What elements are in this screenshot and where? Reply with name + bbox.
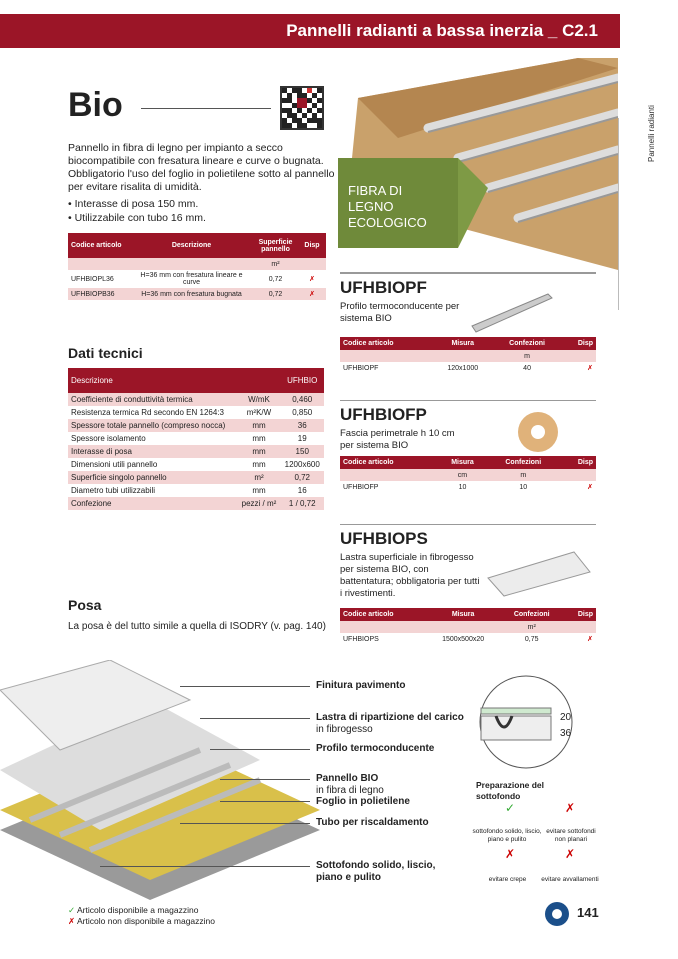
table-row: Spessore isolamento mm 19 (68, 432, 324, 445)
title-rule (141, 108, 271, 109)
table-row: Spessore totale pannello (compreso nocca) mm 36 (68, 419, 324, 432)
main-product-table: Codice articolo Descrizione Superficie pannello Disp m² UFHBIOPL36 H=36 mm con fresatura lineare e curve 0,72 ✗ UFHBIOPB36 H=36 mm con fresatura bugnata 0,72 ✗ (68, 233, 326, 300)
diagram-label: Sottofondo solido, liscio, piano e pulito (316, 860, 436, 883)
side-divider (618, 118, 619, 310)
table-row: UFHBIOPF 120x1000 40 ✗ (343, 364, 593, 372)
product-bullets: • Interasse di posa 150 mm. • Utilizzabile con tubo 16 mm. (68, 198, 206, 224)
wood-panel-photo (338, 58, 618, 270)
posa-text: La posa è del tutto simile a quella di ISODRY (v. pag. 140) (68, 621, 326, 632)
legend: ✓ Articolo disponibile a magazzino ✗ Articolo non disponibile a magazzino (68, 905, 215, 926)
posa-title: Posa (68, 597, 102, 613)
product-description: Pannello in fibra di legno per impianto a secco biocompatibile con fresatura lineare e curve o bugnata. Obbligatorio l'uso del foglio in polietilene sotto al pannello per evitare risalita di umidità. (68, 142, 335, 193)
profile-image (468, 290, 554, 334)
prep-bad1: evitare sottofondi non planari (546, 828, 596, 843)
side-tab: Pannelli radianti (647, 105, 656, 162)
table-row: Superficie singolo pannello m² 0,72 (68, 471, 324, 484)
roll-image (514, 408, 562, 454)
product-ufhbiofp: UFHBIOFP Fascia perimetrale h 10 cm per sistema BIO Codice articolo Misura Confezioni Disp cm m UFHBIOFP 10 10 ✗ (340, 400, 596, 493)
cross-icon: ✗ (565, 801, 576, 815)
table-row: Resistenza termica Rd secondo EN 1264:3 m²K/W 0,850 (68, 406, 324, 419)
table-row: Interasse di posa mm 150 (68, 445, 324, 458)
dim-20: 20 (560, 712, 572, 723)
prep-bad3: evitare avvallamenti (541, 876, 599, 883)
diagram-label: Foglio in polietilene (316, 796, 410, 807)
table-row: UFHBIOPL36 H=36 mm con fresatura lineare e curve 0,72 ✗ (68, 270, 326, 288)
diagram-label: Tubo per riscaldamento (316, 817, 429, 828)
cross-icon-3: ✗ (565, 847, 576, 861)
diagram-label: Pannello BIO in fibra di legno (316, 773, 384, 796)
prep-ok: sottofondo solido, liscio, piano e pulito (472, 828, 542, 843)
dim-36: 36 (560, 728, 572, 739)
qr-code-icon[interactable] (280, 86, 324, 130)
product-ufhbiopf: UFHBIOPF Profilo termoconducente per sistema BIO Codice articolo Misura Confezioni Disp m UFHBIOPF 120x1000 40 ✗ (340, 272, 596, 374)
diagram-label: Finitura pavimento (316, 680, 406, 691)
product-title: Bio (68, 86, 123, 124)
diagram-label: Profilo termoconducente (316, 743, 435, 754)
page-header: Pannelli radianti a bassa inerzia _ C2.1 (0, 14, 620, 48)
table-row: UFHBIOPS 1500x500x20 0,75 ✗ (343, 635, 593, 643)
table-row: Confezione pezzi / m² 1 / 0,72 (68, 497, 324, 510)
board-image (484, 548, 594, 598)
photo-caption: FIBRA DI LEGNO ECOLOGICO (348, 183, 427, 230)
layer-diagram (0, 660, 320, 900)
prep-title: Preparazione del sottofondo (476, 780, 545, 801)
table-row: Coefficiente di conduttività termica W/mK 0,460 (68, 393, 324, 406)
dati-table: Descrizione UFHBIO Coefficiente di conduttività termica W/mK 0,460 Resistenza termica Rd secondo EN 1264:3 m²K/W 0,850 Spessore totale pannello (compreso nocca) mm 36 Spessore isolamento mm 19 Interasse di posa mm 150 Dimensioni utili pannello mm 1200x600 Superficie singolo pannello m² 0,72 Diametro tubi utilizzabili mm 16 Confezione pezzi / m² 1 / 0,72 (68, 368, 324, 510)
check-icon: ✓ (505, 801, 516, 815)
product-ufhbiops: UFHBIOPS Lastra superficiale in fibrogesso per sistema BIO, con battentatura; obbligatoria per tutti i rivestimenti. Codice articolo Misura Confezioni Disp m² UFHBIOPS 1500x500x20 0,75 ✗ (340, 524, 596, 645)
page-number: 141 (577, 905, 599, 920)
table-row: Dimensioni utili pannello mm 1200x600 (68, 458, 324, 471)
table-row: UFHBIOPB36 H=36 mm con fresatura bugnata 0,72 ✗ (68, 288, 326, 300)
brand-logo-icon (543, 900, 571, 928)
table-row: Diametro tubi utilizzabili mm 16 (68, 484, 324, 497)
diagram-label: Lastra di ripartizione del carico in fibrogesso (316, 712, 464, 735)
prep-bad2: evitare crepe (488, 876, 527, 883)
dati-title: Dati tecnici (68, 345, 143, 361)
cross-icon-2: ✗ (505, 847, 516, 861)
table-row: UFHBIOFP 10 10 ✗ (343, 483, 593, 491)
